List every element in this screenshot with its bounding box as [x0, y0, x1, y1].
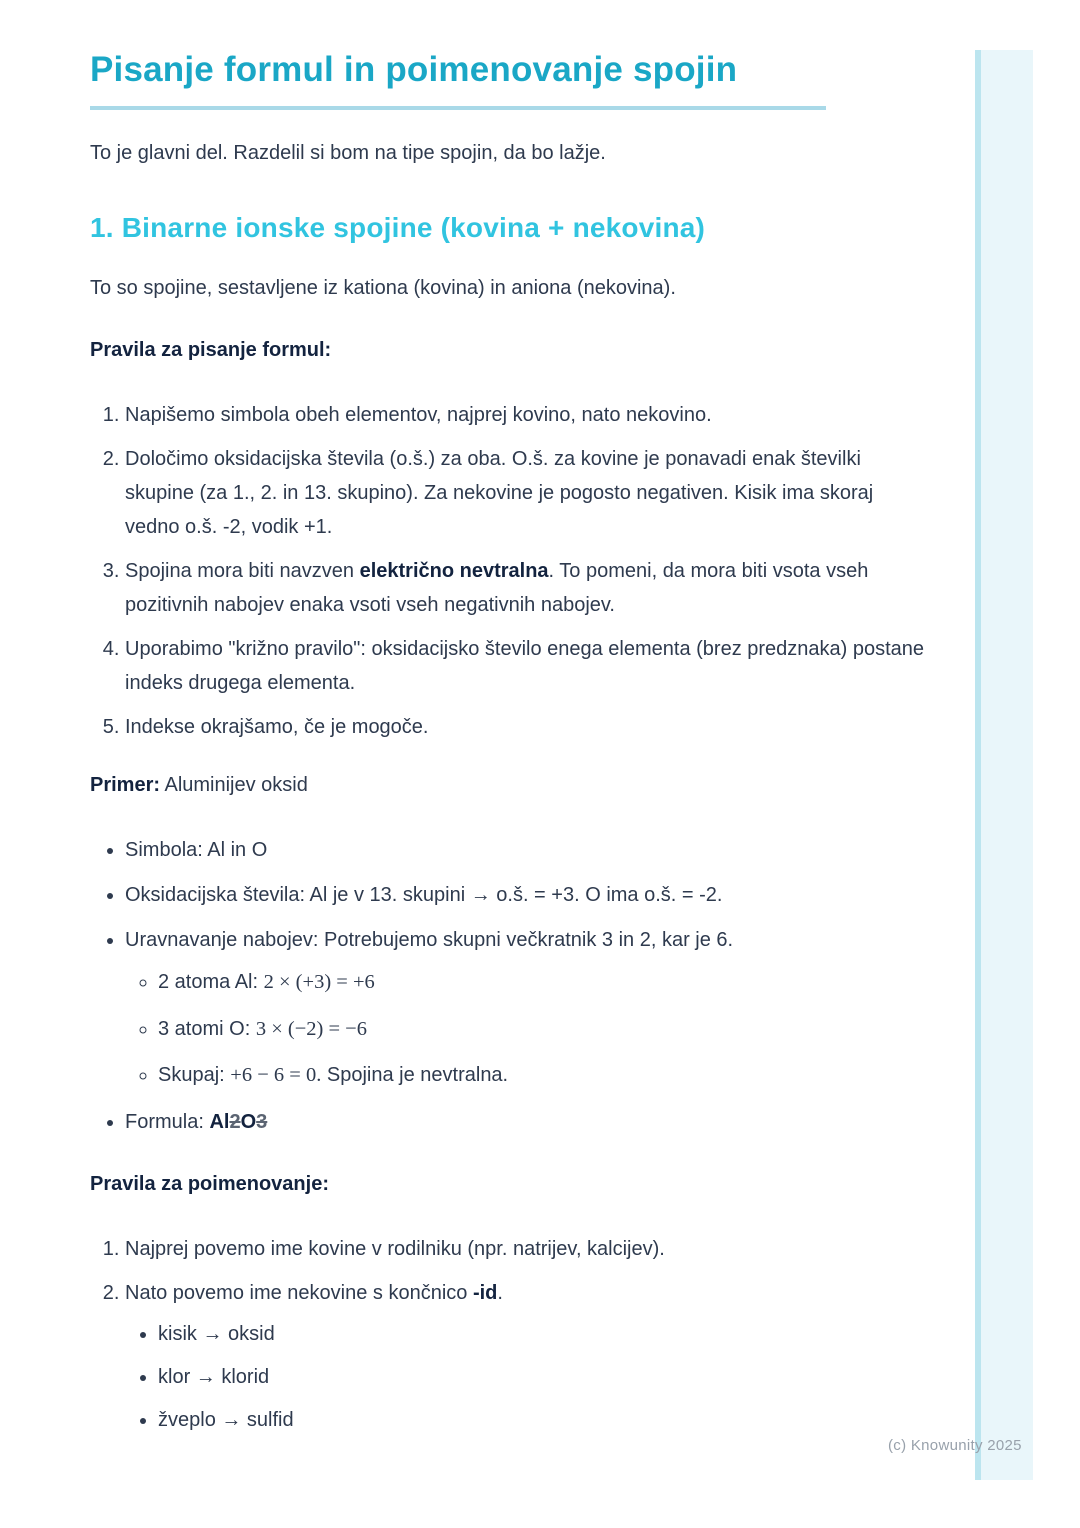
- naming-rules-label: Pravila za poimenovanje:: [90, 1173, 329, 1196]
- writing-rule-item-1: 1. Napišemo simbola obeh elementov, najprej kovino, nato nekovino.: [125, 398, 930, 432]
- formula-element: Al: [209, 1111, 230, 1134]
- writing-rules-list: [90, 398, 930, 744]
- naming-rule-item-2: [125, 1276, 930, 1437]
- formula-label: Formula:: [125, 1111, 210, 1134]
- formula-subscript-struck: 3: [256, 1111, 268, 1134]
- section-description: To so spojine, sestavljene iz kationa (kovina) in aniona (nekovina).: [90, 276, 676, 299]
- rule-text: .: [497, 1282, 503, 1305]
- calc-text: Spojina je nevtralna.: [321, 1064, 509, 1087]
- calc-text: 3 atomi O:: [158, 1017, 256, 1040]
- suffix-example-oxygen: • kisik → oksid: [158, 1317, 930, 1351]
- calc-item-total: [158, 1058, 930, 1093]
- rule-text: . To pomeni, da mora biti vsota vseh pozitivnih nabojev enaka vsoti vseh negativnih nabojev.: [125, 559, 869, 616]
- example-bullet-symbols: • Simbola: Al in O: [125, 833, 930, 867]
- bold-suffix: -id: [472, 1282, 498, 1305]
- rule-text: Nato povemo ime nekovine s končnico: [125, 1282, 473, 1305]
- intro-paragraph: To je glavni del. Razdelil si bom na tipe spojin, da bo lažje.: [90, 141, 606, 164]
- writing-rule-item-5: 5. Indekse okrajšamo, če je mogoče.: [125, 710, 930, 744]
- math-expression: 3 × (−2) = −6: [255, 1017, 367, 1040]
- naming-rules-list: [90, 1232, 930, 1437]
- example-title: Aluminijev oksid: [160, 773, 308, 796]
- copyright-watermark: (c) Knowunity 2025: [888, 1437, 1022, 1454]
- writing-rule-item-3: [125, 554, 930, 622]
- bold-emphasis: električno nevtralna: [359, 559, 549, 582]
- example-label: Primer:: [90, 773, 161, 796]
- formula-element: O: [240, 1111, 257, 1134]
- example-bullet-list: [90, 833, 930, 1140]
- suffix-example-chlorine: • klor → klorid: [158, 1360, 930, 1394]
- writing-rule-item-4: 4. Uporabimo "križno pravilo": oksidacijsko število enega elementa (brez predznaka) postane indeks drugega elementa.: [125, 632, 930, 700]
- suffix-example-list: [125, 1317, 930, 1437]
- title-underline: [90, 106, 826, 110]
- calc-item-o: [158, 1012, 930, 1047]
- math-expression: +6 − 6 = 0.: [230, 1064, 322, 1087]
- calc-text: 2 atoma Al:: [158, 970, 264, 993]
- formula-subscript-struck: 2: [229, 1111, 241, 1134]
- calc-item-al: [158, 965, 930, 1000]
- example-heading: [90, 768, 930, 802]
- rule-text: Spojina mora biti navzven: [125, 559, 360, 582]
- document-content: [90, 48, 930, 1447]
- page-title: Pisanje formul in poimenovanje spojin: [90, 50, 738, 89]
- writing-rule-item-2: 2. Določimo oksidacijska števila (o.š.) za oba. O.š. za kovine je ponavadi enak številki skupine (za 1., 2. in 13. skupino). Za nekovine je pogosto negativen. Kisik ima skoraj vedno o.š. -2, vodik +1.: [125, 442, 930, 544]
- example-bullet-oxidation: • Oksidacijska števila: Al je v 13. skupini → o.š. = +3. O ima o.š. = -2.: [125, 878, 930, 912]
- example-bullet-balancing: [125, 923, 930, 1094]
- suffix-example-sulfur: • žveplo → sulfid: [158, 1403, 930, 1437]
- naming-rule-item-1: 1. Najprej povemo ime kovine v rodilniku (npr. natrijev, kalcijev).: [125, 1232, 930, 1266]
- writing-rules-label: Pravila za pisanje formul:: [90, 338, 332, 361]
- example-bullet-formula: [125, 1105, 930, 1139]
- calculation-list: [125, 965, 930, 1094]
- calc-text: Skupaj:: [158, 1064, 231, 1087]
- page-edge-bar: [975, 50, 1033, 1480]
- bullet-text: Uravnavanje nabojev: Potrebujemo skupni večkratnik 3 in 2, kar je 6.: [125, 928, 734, 951]
- math-expression: 2 × (+3) = +6: [263, 970, 375, 993]
- section-heading: 1. Binarne ionske spojine (kovina + nekovina): [90, 211, 706, 243]
